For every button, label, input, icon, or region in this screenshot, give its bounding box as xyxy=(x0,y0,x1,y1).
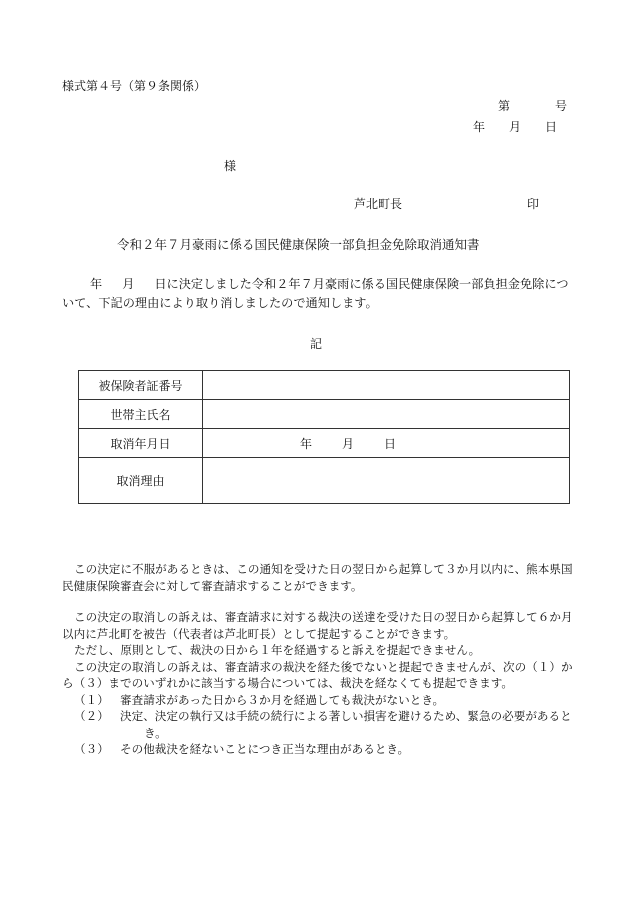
notice-paragraph-4: この決定の取消しの訴えは、審査請求の裁決を経た後でないと提起できませんが、次の（１）から（３）までのいずれかに該当する場合については、裁決を経なくても提起できます。 xyxy=(62,659,573,690)
value-householder-name[interactable] xyxy=(203,400,570,429)
item-text: その他裁決を経ないことにつき正当な理由があるとき。 xyxy=(120,742,410,756)
cancel-year: 年 xyxy=(300,436,313,451)
date-day: 日 xyxy=(545,120,558,134)
seal-mark: 印 xyxy=(527,197,540,211)
number-prefix: 第 xyxy=(498,99,511,113)
list-item xyxy=(62,692,578,709)
body-paragraph xyxy=(62,275,572,313)
item-text: 決定、決定の執行又は手続の続行による著しい損害を避けるため、緊急の必要があるとき。 xyxy=(120,709,572,740)
date-year: 年 xyxy=(473,120,486,134)
addressee: 様 xyxy=(224,159,237,173)
body-month: 月 xyxy=(122,277,135,291)
body-text: 日に決定しました令和２年７月豪雨に係る国民健康保険一部負担金免除について、下記の理由により取り消しましたので通知します。 xyxy=(62,277,569,310)
details-table xyxy=(78,370,570,504)
ki-heading: 記 xyxy=(310,337,323,351)
document-title: 令和２年７月豪雨に係る国民健康保険一部負担金免除取消通知書 xyxy=(117,237,480,252)
table-row xyxy=(79,458,570,504)
lawsuit-notice xyxy=(62,609,578,758)
value-insured-number[interactable] xyxy=(203,371,570,400)
label-householder-name: 世帯主氏名 xyxy=(79,400,203,429)
notice-paragraph-2: この決定の取消しの訴えは、審査請求に対する裁決の送達を受けた日の翌日から起算して６か月以内に芦北町を被告（代表者は芦北町長）として提起することができます。 xyxy=(62,610,573,641)
item-text: 審査請求があった日から３か月を経過しても裁決がないとき。 xyxy=(120,692,445,707)
issue-date-line xyxy=(473,120,557,135)
table-row xyxy=(79,371,570,400)
notice-paragraph-3: ただし、原則として、裁決の日から１年を経過すると訴えを提起できません。 xyxy=(74,643,481,657)
cancel-day: 日 xyxy=(384,436,397,451)
item-number: （３） xyxy=(74,742,109,756)
appeal-notice xyxy=(62,561,578,594)
issuer-name: 芦北町長 xyxy=(354,197,403,211)
cancel-month: 月 xyxy=(342,436,355,451)
item-number: （２） xyxy=(74,709,109,723)
label-cancel-reason: 取消理由 xyxy=(79,458,203,504)
form-number: 様式第４号（第９条関係） xyxy=(62,79,207,93)
table-row xyxy=(79,429,570,458)
number-suffix: 号 xyxy=(555,99,568,113)
date-month: 月 xyxy=(509,120,522,134)
label-insured-number: 被保険者証番号 xyxy=(79,371,203,400)
value-cancel-date[interactable] xyxy=(203,429,570,458)
item-number: （１） xyxy=(74,692,109,707)
value-cancel-reason[interactable] xyxy=(203,458,570,504)
list-item xyxy=(62,708,578,741)
label-cancel-date: 取消年月日 xyxy=(79,429,203,458)
list-item xyxy=(62,741,578,758)
document-number-line xyxy=(498,99,567,114)
notice-paragraph-1: この決定に不服があるときは、この通知を受けた日の翌日から起算して３か月以内に、熊本県国民健康保険審査会に対して審査請求することができます。 xyxy=(62,562,573,593)
body-year: 年 xyxy=(90,277,103,291)
table-row xyxy=(79,400,570,429)
